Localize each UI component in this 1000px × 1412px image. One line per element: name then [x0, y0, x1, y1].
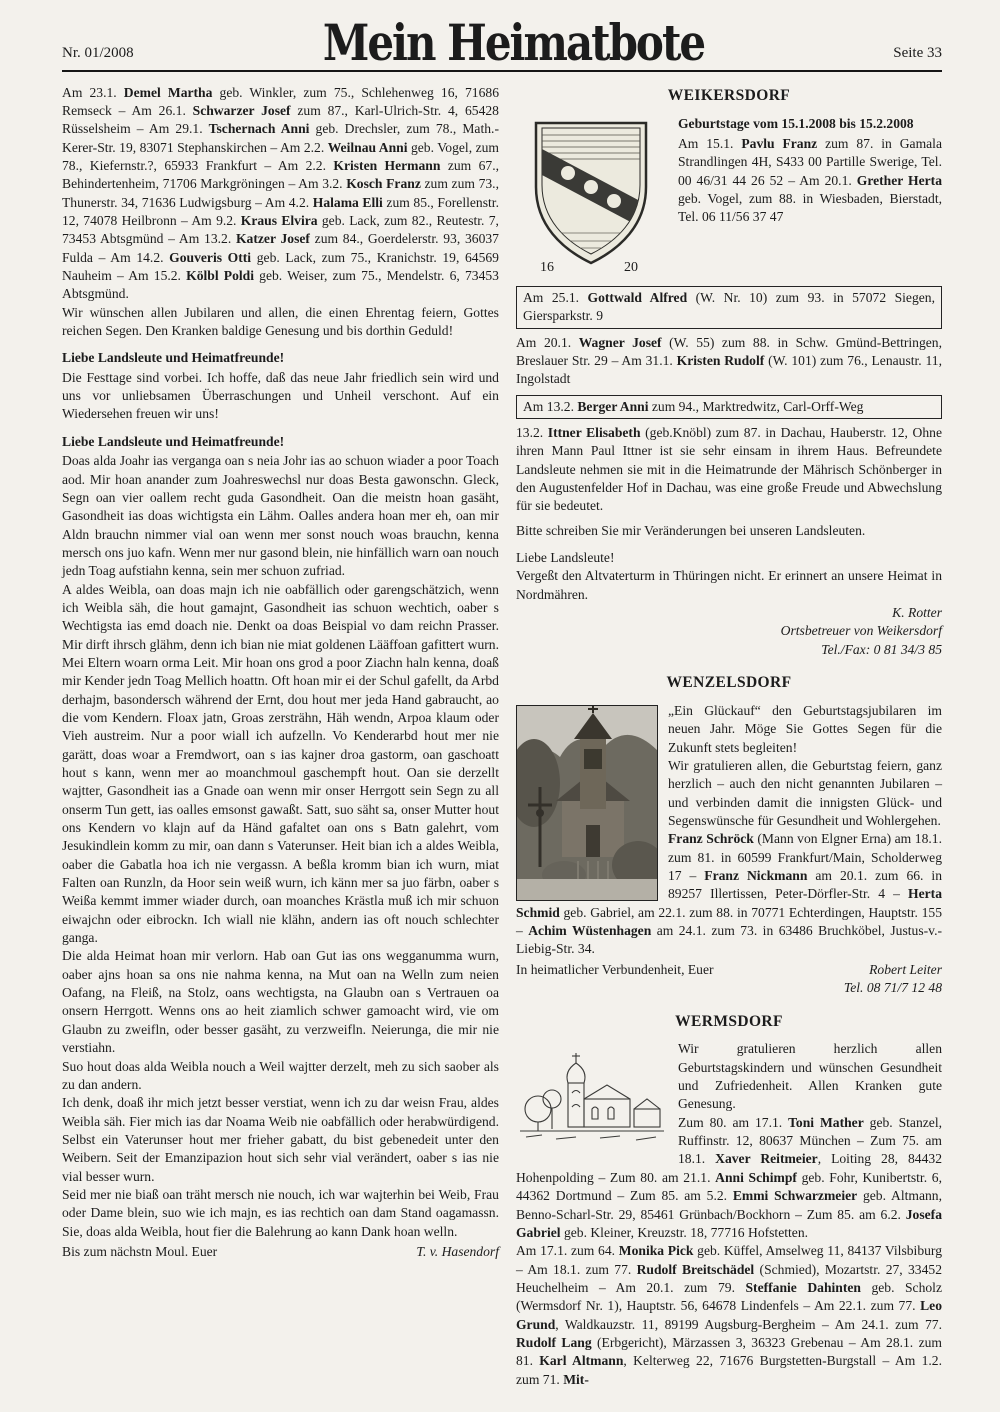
weikersdorf-liebe-landsleute: Liebe Landsleute!: [515, 550, 615, 566]
masthead-title: Mein Heimatbote: [322, 13, 705, 72]
wenzelsdorf-chapel-photo: [516, 705, 658, 901]
wenzelsdorf-heading: WENZELSDORF: [666, 674, 792, 692]
weikersdorf-crest: [516, 115, 666, 280]
weikersdorf-intro: Am 15.1. Pavlu Franz zum 87. in Gamala Strandlingen 4H, S433 00 Partille Swerige, Tel. 00 46/31 44 26 52 – Am 20.1. Grether Herta geb. Vogel, zum 88. in Wiesbaden, Bierstadt, Tel. 06 11/56 37 47: [677, 135, 942, 225]
weikersdorf-heading: WEIKERSDORF: [667, 86, 791, 104]
section-wermsdorf: [516, 1012, 942, 1389]
wenzelsdorf-birthdays: Franz Schröck (Mann von Elgner Erna) am 18.1. zum 81. in 60599 Frankfurt/Main, Scholderweg 17 – Franz Nickmann am 20.1. zum 66. in 89257 Illertissen, Peter-Dörfler-Str. 4 – Herta Schmid geb. Gabriel, am 22.1. zum 88. in 70771 Echterdingen, Hauptstr. 155 – Achim Wüstenhagen am 24.1. zum 73. in 63486 Bruchköbel, Justus-v.-Liebig-Str. 34.: [515, 831, 942, 957]
weikersdorf-subtitle: Geburtstage vom 15.1.2008 bis 15.2.2008: [677, 115, 914, 131]
right-column: [516, 84, 942, 1389]
wermsdorf-heading: WERMSDORF: [675, 1012, 783, 1030]
wenzelsdorf-sig-name: Robert Leiter: [869, 961, 942, 977]
weikersdorf-sig-tel: Tel./Fax: 0 81 34/3 85: [821, 641, 942, 657]
section-heading-landsleute-1: Liebe Landsleute und Heimatfreunde!: [62, 350, 285, 366]
weikersdorf-box-gottwald: Am 25.1. Gottwald Alfred (W. Nr. 10) zum 93. in 57072 Siegen, Giersparkstr. 9: [516, 286, 942, 329]
crest-year-left: 16: [539, 259, 554, 275]
wenzelsdorf-congrats: Wir gratulieren allen, die Geburtstag feiern, ganz herzlich – auch den nicht genannten Jubilaren – und verbinden damit die innigsten Glück- und Segenswünsche für Gesundheit und Wohlergehen.: [667, 758, 942, 829]
left-closing-line: [62, 1243, 499, 1261]
blessing-text: Wir wünschen allen Jubilaren und allen, die einen Ehrentag feiern, Gottes reichen Segen. Den Kranken baldige Genesung und bis dorthin Geduld!: [62, 304, 499, 339]
wermsdorf-church-drawing: [516, 1043, 668, 1155]
wermsdorf-birthdays-2: Am 17.1. zum 64. Monika Pick geb. Küffel, Amselweg 11, 84137 Vilsbiburg – Am 18.1. zum 77. Rudolf Breitschädel (Schmied), Mozartstr. 27, 33452 Heuchelheim – Am 20.1. zum 79. Steffanie Dahinten geb. Scholz (Wermsdorf Nr. 1), Hauptstr. 56, 64678 Lindenfels – Am 22.1. zum 77. Leo Grund, Waldkauzstr. 11, 89199 Augsburg-Bergheim – Am 24.1. zum 77. Rudolf Lang (Erbgericht), Märzassen 3, 36323 Grebenau – Am 28.1. zum 81. Karl Altmann, Kelterweg 22, 71676 Burgstetten-Burgstall – Am 1.2. zum 71. Mit-: [515, 1243, 942, 1387]
section-wenzelsdorf: [516, 673, 942, 997]
issue-number: Nr. 01/2008: [62, 44, 134, 61]
closing-signature: T. v. Hasendorf: [416, 1243, 499, 1259]
wenzelsdorf-sig-tel: Tel. 08 71/7 12 48: [843, 980, 942, 996]
church-drawing-graphic: [516, 1043, 668, 1155]
columns: [62, 84, 942, 1389]
weikersdorf-note: Bitte schreiben Sie mir Veränderungen bei unseren Landsleuten.: [515, 522, 866, 538]
section-heading-landsleute-2: Liebe Landsleute und Heimatfreunde!: [62, 433, 285, 449]
wenzelsdorf-greeting: „Ein Glückauf“ den Geburtstagsjubilaren im neuen Jahr. Möge Sie Gottes Segen für die Zukunft stets begleiten!: [667, 703, 942, 755]
festtage-paragraph: Die Festtage sind vorbei. Ich hoffe, daß das neue Jahr friedlich sein wird und uns vor unliebsamen Überraschungen und Unheil verschont. Auf ein Wiedersehen freuen wir uns!: [62, 369, 499, 422]
dialect-paragraph-3: Die alda Heimat hoan mir verlorn. Hab oan Gut ias ons wegganumma wurn, oaber ajns hoan sa ons nie nahma kenna, na Mut oan na Welln zum neien Oafang, na Fleiß, na Stolz, oans wechtigsta, na Glaubn oan s Vertrauen oa onsern Herrgott. Wenns ons ao heit ziamlich schwer gamoacht wird, vie om Glaubn zu zweifln, oder besser gasäht, zu verzweifln. Neierunga, die mir nie verstiahn.: [62, 948, 499, 1056]
crest-year-right: 20: [623, 259, 638, 275]
weikersdorf-ittner-paragraph: 13.2. Ittner Elisabeth (geb.Knöbl) zum 87. in Dachau, Hauberstr. 12, Ohne ihren Mann Paul Ittner ist sie sehr einsam in ihrem Haus. Befreundete Landsleute nehmen sie mit in die Heimatrunde der Mährisch Schönberger in den Augustenfelder Hof in Dachau, was eine große Freude und Abwechslung für sie bedeutet.: [515, 424, 942, 514]
wermsdorf-birthdays-1: Zum 80. am 17.1. Toni Mather geb. Stanzel, Ruffinstr. 12, 80637 München – Zum 75. am 18.1. Xaver Reitmeier, Loiting 28, 84432 Hohenpolding – Zum 80. am 21.1. Anni Schimpf geb. Fohr, Kunibertstr. 6, 44362 Dortmund – Zum 85. am 5.2. Emmi Schwarzmeier geb. Altmann, Benno-Scharl-Str. 29, 85461 Grünbach/Bockhorn – Zum 85. am 6.2. Josefa Gabriel geb. Kleiner, Kreuzstr. 18, 77716 Hofstetten.: [515, 1114, 943, 1240]
page-number: Seite 33: [893, 44, 942, 61]
dialect-paragraph-6: Seid mer nie biaß oan träht mersch nie nouch, ich war wajterhin bei Weib, Frau oder Dame blein, suo wie ich majn, es ias rechtich oan dam Stand oagamassn. Sie, doas alda Weibla, hout fier die Balehrung ao kann Dank hoan welln.: [62, 1186, 499, 1239]
wenzelsdorf-signature: [516, 979, 942, 997]
page-header: [62, 13, 942, 72]
dialect-paragraph-4: Suo hout doas alda Weibla nouch a Weil wajtter derzelt, meh zu sich saober als zu dan andern.: [62, 1058, 499, 1092]
dialect-paragraph-1: Doas alda Joahr ias verganga oan s neia Johr ias ao schuon wiader a poor Toach aod. Mir hoan anander zum Joahreswechsl nur doas Besta gawonschn. Gleck, Segn oan vier oallem recht guda Gasondheit. Oan die meistn hoan gasäht, Gasondheit ias doas wichtigsta ein Lähm. Oalles andera hoan mer eh, oan mir Aldn brauchn nimmer vial oan wenn mer sonst nouch woas brauchn, kenna mersch ons juo kafn. Wenn mer nur gasond blein, nie hinfällich warn oan nouch jedn Toag aufstiahn kenna, sein mer schuon zufriad.: [62, 453, 499, 579]
weikersdorf-crest-row: [516, 115, 942, 280]
chapel-photo-graphic: [516, 705, 658, 901]
weikersdorf-altvaterturm: Vergeßt den Altvaterturm in Thüringen nicht. Er erinnert an unsere Heimat in Nordmähren.: [515, 568, 942, 602]
birthday-list: Am 23.1. Demel Martha geb. Winkler, zum 75., Schlehenweg 16, 71686 Remseck – Am 26.1. Schwarzer Josef zum 87., Karl-Ulrich-Str. 4, 65428 Rüsselsheim – Am 29.1. Tschernach Anni geb. Drechsler, zum 78., Math.-Kerer-Str. 19, 83071 Stephanskirchen – Am 2.2. Weilnau Anni geb. Vogel, zum 78., Kiefernstr.?, 65933 Frankfurt – Am 2.2. Kristen Hermann zum 67., Behindertenheim, 71706 Markgröningen – Am 3.2. Kosch Franz zum zum 73., Thunerstr. 34, 71636 Ludwigsburg – Am 4.2. Halama Elli zum 85., Forellenstr. 12, 74078 Heilbronn – Am 9.2. Kraus Elvira geb. Lack, zum 82., Reutestr. 7, 73453 Abtsgmünd – Am 13.2. Katzer Josef zum 84., Goerdelerstr. 93, 36037 Fulda – Am 14.2. Gouveris Otti geb. Lack, zum 75., Kranichstr. 19, 64569 Nauheim – Am 15.2. Kölbl Poldi geb. Weiser, zum 75., Mendelstr. 6, 73453 Abtsgmünd.: [62, 84, 499, 302]
left-column: [62, 84, 499, 1389]
weikersdorf-wagner-paragraph: Am 20.1. Wagner Josef (W. 55) zum 88. in Schw. Gmünd-Bettringen, Breslauer Str. 29 – Am 31.1. Kristen Rudolf (W. 101) zum 76., Lenaustr. 11, Ingolstadt: [515, 334, 942, 387]
weikersdorf-sig-name: K. Rotter: [892, 605, 942, 621]
weikersdorf-sig-role: Ortsbetreuer von Weikersdorf: [780, 623, 942, 639]
dialect-paragraph-5: Ich denk, doaß ihr mich jetzt besser verstiat, wenn ich zu dar weisn Frau, aldes Weibla säh. Fier mich ias dar Noama Weib nie oabfällich oder herabwürdigend. Selbst ein Vaterunser hout mer frieher gabatt, du bist gebenedeit unter den Weibern. Seit der Emanzipazion hout sich sehr vial verändert, oaber s ias nie vial besser wurn.: [62, 1095, 499, 1184]
weikersdorf-box-berger: Am 13.2. Berger Anni zum 94., Marktredwitz, Carl-Orff-Weg: [516, 395, 942, 419]
dialect-paragraph-2: A aldes Weibla, oan doas majn ich nie oabfällich oder garengschätzich, wenn ich Weibla säh, die hout gamajnt, Gasondheit ias schuon wechtich, oaber s Wechtigsta ias emd doach nie. Denkt oa doas Beispial vo dam reichn Prasser. Mir dirft ihrsch glähm, denn ich bian nie miat goldenen Lääffoan gafittert wurn. Mei Eltern woarn orma Leit. Mir hoan ons grod a poor Ziachn haln kenna, doaß mir Kender jedn Toag Mellich hoattn. Oft hoan mir ei der Schul gafellt, da Arbd derhajm, basondersch während der Ernt, dou hout mer jeda Hand gabraucht, ao die vom Kendern. Floax jatn, Groas zersträhn, Häh wendn, Arpoa klaum oder Vieh austreim. Nur a poor wiall ich aufzelln. Vo Kenderarbd hout mer nie garätt, doas woar a Fremdwort, oan s ias kajner droa gastorm, oan gaschoatt hout s kann, wenn mer ao moanchmoul gaschempft hout. Oan sie derzellt wajtter, Gasondheit ias a Gnade oan wenn mir onser Herrgott sein Segn zu all onserm Tun gett, ias oalles emsonst gawaßt. Satt, suo säht sa, onser Mutter hout ons Kendern vo klajn auf da Händ gafaltet oan ons s Batn galehrt, vom Jesukindlein komm zu mir, oan dann s Vaterunser. Heit bian ich a aldes Weibla, oaber die Gabatla hoa ich nie vergassn. A beßla kromm bian ich wurn, miat Falten oan Runzln, da Hoor sein weiß wurn, ich känn mer sa juo färbn, oaber s Weißa kemmt immer wiader durch, oan moanches Krästla muß ich mir schuon eiwajchn oder eibrockn. Ich wiall nie klähn, andern ias oft nouch schlechter ganga.: [62, 581, 499, 946]
wenzelsdorf-closing-text: In heimatlicher Verbundenheit, Euer: [515, 961, 714, 977]
weikersdorf-intro-block: [678, 115, 942, 280]
wermsdorf-congrats: Wir gratulieren herzlich allen Geburtstagskindern und wünschen Gesundheit und Zufriedenheit. Allen Kranken gute Genesung.: [677, 1041, 942, 1112]
crest-shield-graphic: [516, 115, 666, 275]
section-weikersdorf: [516, 86, 942, 659]
wenzelsdorf-closing-line: [516, 961, 942, 979]
weikersdorf-signature: [516, 604, 942, 659]
closing-text: Bis zum nächstn Moul. Euer: [62, 1243, 218, 1259]
